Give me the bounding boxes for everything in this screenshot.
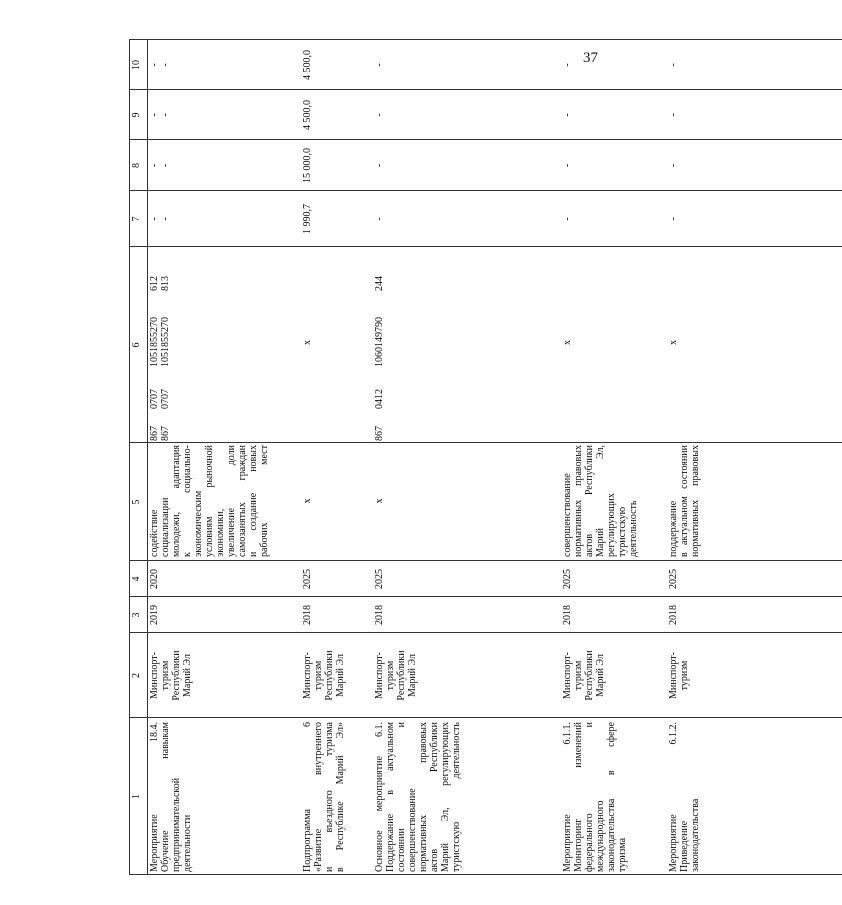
value-col-10: 4 500,0 xyxy=(302,50,313,80)
grid-line xyxy=(129,190,842,191)
end-year: 2025 xyxy=(374,569,385,589)
executor: Минспорт- туризм Республики Марий Эл xyxy=(562,650,606,701)
executor: Минспорт- туризм Республики Марий Эл xyxy=(149,650,193,701)
start-year: 2018 xyxy=(668,605,679,625)
start-year: 2018 xyxy=(302,605,313,625)
value-col-8: 15 000,0 xyxy=(302,148,313,183)
rzpr-code: 0412 xyxy=(374,389,385,409)
grbs-code: 867 xyxy=(374,426,385,441)
value-col-10: - xyxy=(562,63,573,67)
grid-line xyxy=(129,874,842,875)
value-col-8: - xyxy=(374,163,385,168)
grid-line xyxy=(129,89,842,90)
header-col-8: 8 xyxy=(131,163,142,168)
start-year: 2018 xyxy=(562,605,573,625)
value-col-9: - xyxy=(668,113,679,117)
value-col-7: - xyxy=(374,217,385,221)
end-year: 2025 xyxy=(562,569,573,589)
grbs-code: 867 867 xyxy=(149,426,171,441)
value-col-8: - xyxy=(668,163,679,168)
expected-result: содействие социализации молодежи, адаптация к социально- экономическим условиям рыночной экономики, увеличение доли самозанятых граждан и создание новых рабочих мест xyxy=(149,445,270,557)
page-number: 37 xyxy=(583,50,598,66)
header-col-6: 6 xyxy=(131,342,142,348)
start-year: 2019 xyxy=(149,605,160,625)
value-col-10: - xyxy=(374,63,385,67)
start-year: 2018 xyxy=(374,605,385,625)
expected-result: х xyxy=(374,498,385,504)
grid-line xyxy=(129,632,842,633)
grid-line xyxy=(147,40,148,875)
csr-code: 1051855270 1051855270 xyxy=(149,317,171,367)
grid-line xyxy=(129,442,842,443)
value-col-8: - - xyxy=(149,163,171,168)
grid-line xyxy=(129,560,842,561)
value-col-9: - xyxy=(562,113,573,117)
grid-line xyxy=(129,717,842,718)
value-col-10: - - xyxy=(149,63,171,67)
header-col-9: 9 xyxy=(131,112,142,118)
expected-result: х xyxy=(302,498,313,504)
header-col-4: 4 xyxy=(131,576,142,582)
measure-name: Основное мероприятие 6.1. Поддержание в актуальном состоянии и совершенствование нормативных правовых актов Республики Марий Эл, регулирующих туристскую деятельность xyxy=(374,722,462,872)
value-col-7: - - xyxy=(149,217,171,221)
measure-name: Мероприятие 18.4. Обучение навыкам предпринимательской деятельности xyxy=(149,722,193,872)
header-col-1: 1 xyxy=(131,794,142,799)
value-col-9: 4 500,0 xyxy=(302,100,313,130)
header-col-2: 2 xyxy=(131,673,142,678)
measure-name: Мероприятие 6.1.2. Приведение законодательства xyxy=(668,722,701,872)
expected-result: поддержание в актуальном состоянии нормативных правовых xyxy=(668,445,701,557)
executor: Минспорт- туризм Республики Марий Эл xyxy=(302,650,346,701)
value-col-7: 1 990,7 xyxy=(302,204,313,234)
grid-line xyxy=(129,139,842,140)
vr-code: 244 xyxy=(374,276,385,291)
value-col-8: - xyxy=(562,163,573,168)
grid-line xyxy=(129,246,842,247)
expected-result: совершенствование нормативных правовых актов Республики Марий Эл, регулирующих туристскую деятельность xyxy=(562,445,639,557)
csr-code: х xyxy=(668,340,679,345)
csr-code: х xyxy=(562,340,573,345)
measure-name: Подпрограмма 6 «Развитие внутреннего и въездного туризма в Республике Марий Эл» xyxy=(302,722,346,872)
value-col-7: - xyxy=(562,217,573,221)
value-col-9: - - xyxy=(149,113,171,117)
rzpr-code: 0707 0707 xyxy=(149,389,171,409)
header-col-5: 5 xyxy=(131,499,142,505)
measure-name: Мероприятие 6.1.1. Мониторинг изменений федерального и международного законодательства в сфере туризма xyxy=(562,722,628,872)
vr-code: 612 813 xyxy=(149,276,171,291)
value-col-10: - xyxy=(668,63,679,67)
header-col-7: 7 xyxy=(131,216,142,222)
end-year: 2020 xyxy=(149,569,160,589)
executor: Минспорт- туризм xyxy=(668,652,690,699)
end-year: 2025 xyxy=(668,569,679,589)
csr-code: х xyxy=(302,340,313,345)
program-measures-table xyxy=(129,40,842,875)
header-col-10: 10 xyxy=(131,60,142,70)
grid-line xyxy=(129,596,842,597)
executor: Минспорт- туризм Республики Марий Эл xyxy=(374,650,418,701)
end-year: 2025 xyxy=(302,569,313,589)
csr-code: 1060149790 xyxy=(374,317,385,367)
value-col-9: - xyxy=(374,113,385,117)
value-col-7: - xyxy=(668,217,679,221)
grid-line xyxy=(129,40,130,875)
header-col-3: 3 xyxy=(131,612,142,618)
grid-line xyxy=(129,39,842,40)
